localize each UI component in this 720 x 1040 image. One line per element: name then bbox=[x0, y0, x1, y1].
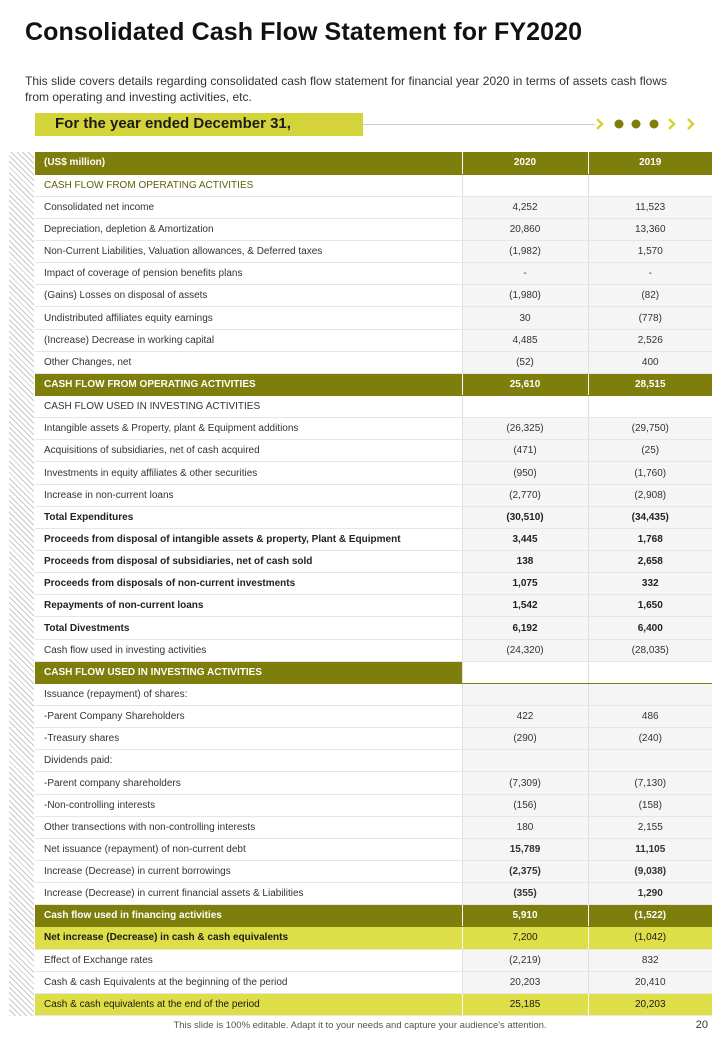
value-2019: 20,203 bbox=[588, 993, 712, 1015]
table-row bbox=[35, 196, 712, 218]
value-2019: - bbox=[588, 263, 712, 285]
value-2020 bbox=[462, 396, 588, 418]
value-2020: (950) bbox=[462, 462, 588, 484]
value-2020: 4,485 bbox=[462, 329, 588, 351]
value-2019: (9,038) bbox=[588, 861, 712, 883]
value-2019: 1,290 bbox=[588, 883, 712, 905]
table-row bbox=[35, 573, 712, 595]
table-row bbox=[35, 528, 712, 550]
row-label: Cash flow used in financing activities bbox=[35, 905, 462, 927]
row-label: Total Expenditures bbox=[35, 506, 462, 528]
table-row bbox=[35, 971, 712, 993]
row-label: Repayments of non-current loans bbox=[35, 595, 462, 617]
table-row bbox=[35, 993, 712, 1015]
value-2020: 25,185 bbox=[462, 993, 588, 1015]
slide-description: This slide covers details regarding consolidated cash flow statement for financial year 2020 in terms of assets cash flows from operating and investing activities, etc. bbox=[25, 74, 667, 104]
row-label: Increase in non-current loans bbox=[35, 484, 462, 506]
period-banner bbox=[35, 113, 363, 136]
row-label: Proceeds from disposal of subsidiaries, net of cash sold bbox=[35, 551, 462, 573]
value-2019: (7,130) bbox=[588, 772, 712, 794]
value-2019: (1,522) bbox=[588, 905, 712, 927]
row-label: -Parent company shareholders bbox=[35, 772, 462, 794]
value-2019: 6,400 bbox=[588, 617, 712, 639]
value-2020: 20,203 bbox=[462, 971, 588, 993]
row-label: Other transections with non-controlling interests bbox=[35, 816, 462, 838]
value-2019 bbox=[588, 683, 712, 705]
value-2020: (471) bbox=[462, 440, 588, 462]
row-label: Consolidated net income bbox=[35, 196, 462, 218]
row-label: CASH FLOW USED IN INVESTING ACTIVITIES bbox=[35, 661, 462, 683]
value-2019: 28,515 bbox=[588, 373, 712, 395]
row-label: Other Changes, net bbox=[35, 351, 462, 373]
value-2020: 25,610 bbox=[462, 373, 588, 395]
divider-line bbox=[363, 124, 595, 125]
table-row bbox=[35, 861, 712, 883]
table-row bbox=[35, 351, 712, 373]
table-row bbox=[35, 307, 712, 329]
value-2020: 20,860 bbox=[462, 218, 588, 240]
value-2020: 5,910 bbox=[462, 905, 588, 927]
value-2020: 138 bbox=[462, 551, 588, 573]
value-2020: 30 bbox=[462, 307, 588, 329]
row-label: (Increase) Decrease in working capital bbox=[35, 329, 462, 351]
value-2019: (158) bbox=[588, 794, 712, 816]
value-2019: (82) bbox=[588, 285, 712, 307]
table-row bbox=[35, 772, 712, 794]
value-2020: (2,770) bbox=[462, 484, 588, 506]
value-2019: 11,523 bbox=[588, 196, 712, 218]
table-row bbox=[35, 838, 712, 860]
row-label: (Gains) Losses on disposal of assets bbox=[35, 285, 462, 307]
table-row bbox=[35, 263, 712, 285]
row-label: Increase (Decrease) in current financial assets & Liabilities bbox=[35, 883, 462, 905]
page-title: Consolidated Cash Flow Statement for FY2020 bbox=[25, 18, 583, 46]
value-2019: 11,105 bbox=[588, 838, 712, 860]
value-2020 bbox=[462, 750, 588, 772]
value-2020: 1,542 bbox=[462, 595, 588, 617]
table-row bbox=[35, 506, 712, 528]
value-2020: 7,200 bbox=[462, 927, 588, 949]
row-label: CASH FLOW FROM OPERATING ACTIVITIES bbox=[35, 174, 462, 196]
value-2020: 6,192 bbox=[462, 617, 588, 639]
value-2019: 1,570 bbox=[588, 241, 712, 263]
value-2019 bbox=[588, 750, 712, 772]
row-label: Depreciation, depletion & Amortization bbox=[35, 218, 462, 240]
row-label: Cash & cash equivalents at the end of the period bbox=[35, 993, 462, 1015]
table-row bbox=[35, 883, 712, 905]
value-2019: 486 bbox=[588, 706, 712, 728]
table-row bbox=[35, 440, 712, 462]
value-2019: 20,410 bbox=[588, 971, 712, 993]
hatch-decoration bbox=[9, 152, 34, 1016]
row-label: -Treasury shares bbox=[35, 728, 462, 750]
table-row bbox=[35, 484, 712, 506]
value-2020: - bbox=[462, 263, 588, 285]
row-label: Cash flow used in investing activities bbox=[35, 639, 462, 661]
table-row bbox=[35, 396, 712, 418]
page-number: 20 bbox=[695, 1019, 708, 1031]
table-row bbox=[35, 595, 712, 617]
value-2019: (25) bbox=[588, 440, 712, 462]
row-label: Undistributed affiliates equity earnings bbox=[35, 307, 462, 329]
value-2019: (778) bbox=[588, 307, 712, 329]
row-label: Non-Current Liabilities, Valuation allowances, & Deferred taxes bbox=[35, 241, 462, 263]
table-row bbox=[35, 617, 712, 639]
table-header-row bbox=[35, 152, 712, 174]
table-row bbox=[35, 816, 712, 838]
table-row bbox=[35, 927, 712, 949]
table-row bbox=[35, 905, 712, 927]
value-2020: (24,320) bbox=[462, 639, 588, 661]
value-2019 bbox=[588, 396, 712, 418]
value-2020: (1,982) bbox=[462, 241, 588, 263]
period-label: For the year ended December 31, bbox=[55, 115, 291, 132]
table-row bbox=[35, 462, 712, 484]
value-2019 bbox=[588, 174, 712, 196]
value-2019: (29,750) bbox=[588, 418, 712, 440]
row-label: Proceeds from disposal of intangible assets & property, Plant & Equipment bbox=[35, 528, 462, 550]
value-2020: (30,510) bbox=[462, 506, 588, 528]
value-2019: (1,042) bbox=[588, 927, 712, 949]
row-label: Net increase (Decrease) in cash & cash equivalents bbox=[35, 927, 462, 949]
row-label: Acquisitions of subsidiaries, net of cash acquired bbox=[35, 440, 462, 462]
table-row bbox=[35, 794, 712, 816]
value-2019: 400 bbox=[588, 351, 712, 373]
row-label: CASH FLOW FROM OPERATING ACTIVITIES bbox=[35, 373, 462, 395]
value-2020: (26,325) bbox=[462, 418, 588, 440]
row-label: Increase (Decrease) in current borrowings bbox=[35, 861, 462, 883]
table-row bbox=[35, 373, 712, 395]
row-label: Investments in equity affiliates & other securities bbox=[35, 462, 462, 484]
table-row bbox=[35, 241, 712, 263]
table-row bbox=[35, 285, 712, 307]
value-2020 bbox=[462, 174, 588, 196]
cash-flow-table bbox=[35, 152, 712, 1016]
value-2019: (28,035) bbox=[588, 639, 712, 661]
row-label: Cash & cash Equivalents at the beginning of the period bbox=[35, 971, 462, 993]
value-2019: 2,658 bbox=[588, 551, 712, 573]
value-2020: (290) bbox=[462, 728, 588, 750]
value-2020: 422 bbox=[462, 706, 588, 728]
value-2019: (1,760) bbox=[588, 462, 712, 484]
value-2019: 2,155 bbox=[588, 816, 712, 838]
header-label: (US$ million) bbox=[35, 152, 462, 174]
row-label: -Non-controlling interests bbox=[35, 794, 462, 816]
row-label: Issuance (repayment) of shares: bbox=[35, 683, 462, 705]
value-2019: 1,650 bbox=[588, 595, 712, 617]
value-2019: (34,435) bbox=[588, 506, 712, 528]
table-row bbox=[35, 706, 712, 728]
value-2019: 2,526 bbox=[588, 329, 712, 351]
value-2020: (7,309) bbox=[462, 772, 588, 794]
row-label: Impact of coverage of pension benefits plans bbox=[35, 263, 462, 285]
value-2020: 4,252 bbox=[462, 196, 588, 218]
table-row bbox=[35, 418, 712, 440]
row-label: Intangible assets & Property, plant & Equipment additions bbox=[35, 418, 462, 440]
value-2019: 832 bbox=[588, 949, 712, 971]
table-row bbox=[35, 174, 712, 196]
value-2020: (2,375) bbox=[462, 861, 588, 883]
value-2020: 180 bbox=[462, 816, 588, 838]
value-2020: 1,075 bbox=[462, 573, 588, 595]
value-2019: 1,768 bbox=[588, 528, 712, 550]
table-row bbox=[35, 329, 712, 351]
value-2019: (2,908) bbox=[588, 484, 712, 506]
table-row bbox=[35, 750, 712, 772]
row-label: CASH FLOW USED IN INVESTING ACTIVITIES bbox=[35, 396, 462, 418]
row-label: Effect of Exchange rates bbox=[35, 949, 462, 971]
row-label: Dividends paid: bbox=[35, 750, 462, 772]
table-row bbox=[35, 728, 712, 750]
value-2020 bbox=[462, 683, 588, 705]
table-row bbox=[35, 949, 712, 971]
value-2020: (2,219) bbox=[462, 949, 588, 971]
value-2020: (1,980) bbox=[462, 285, 588, 307]
table-row bbox=[35, 218, 712, 240]
row-label: -Parent Company Shareholders bbox=[35, 706, 462, 728]
table-row bbox=[35, 639, 712, 661]
table-row bbox=[35, 661, 712, 683]
table-row bbox=[35, 551, 712, 573]
decorative-arrows-icon bbox=[596, 117, 712, 131]
value-2020 bbox=[462, 661, 588, 683]
table-row bbox=[35, 683, 712, 705]
value-2020: (156) bbox=[462, 794, 588, 816]
header-2019: 2019 bbox=[588, 152, 712, 174]
footer-note: This slide is 100% editable. Adapt it to your needs and capture your audience's attention. bbox=[173, 1020, 547, 1031]
value-2019 bbox=[588, 661, 712, 683]
value-2019: (240) bbox=[588, 728, 712, 750]
row-label: Net issuance (repayment) of non-current debt bbox=[35, 838, 462, 860]
header-2020: 2020 bbox=[462, 152, 588, 174]
value-2020: (355) bbox=[462, 883, 588, 905]
value-2020: 15,789 bbox=[462, 838, 588, 860]
row-label: Proceeds from disposals of non-current investments bbox=[35, 573, 462, 595]
value-2020: 3,445 bbox=[462, 528, 588, 550]
value-2019: 332 bbox=[588, 573, 712, 595]
value-2019: 13,360 bbox=[588, 218, 712, 240]
row-label: Total Divestments bbox=[35, 617, 462, 639]
value-2020: (52) bbox=[462, 351, 588, 373]
